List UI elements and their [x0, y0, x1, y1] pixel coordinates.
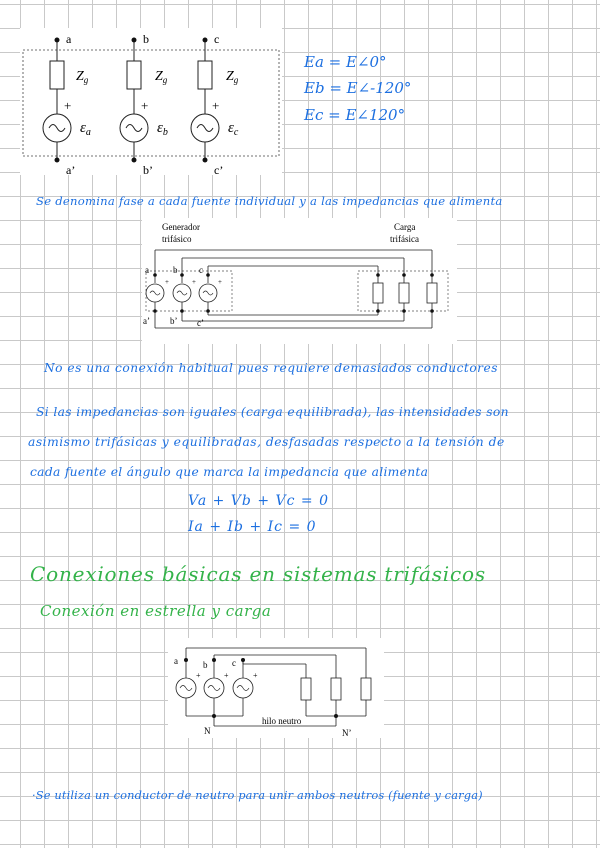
- terminal-a-prime: a’: [66, 163, 76, 175]
- section-heading: Conexiones básicas en sistemas trifásicos: [30, 562, 486, 586]
- impedance-label-c: $Z_g$: [226, 69, 239, 85]
- impedance-label-b: $Z_g$: [155, 69, 168, 85]
- figure-three-sources: [20, 28, 282, 175]
- equation-ea: Ea = E∠0°: [304, 53, 387, 71]
- equation-ec: Ec = E∠120°: [304, 106, 406, 124]
- paragraph-line-3: cada fuente el ángulo que marca la impedancia que alimenta: [30, 465, 429, 479]
- terminal-c-prime: c’: [214, 163, 224, 175]
- fig2-terminal-a-prime: a’: [143, 316, 150, 326]
- three-source-circuit-svg: [20, 28, 282, 175]
- star-load-impedances: [301, 678, 371, 716]
- plus-sign-c: +: [212, 98, 220, 113]
- load-label-line1: Carga: [394, 222, 416, 232]
- six-wire-circuit-svg: [142, 218, 457, 344]
- equation-voltage-sum: Va + Vb + Vc = 0: [188, 493, 329, 509]
- source-label-c: $\varepsilon_c$: [228, 120, 239, 138]
- fig2-terminal-b-prime: b’: [170, 316, 178, 326]
- fig2-terminal-a: a: [145, 265, 149, 275]
- load-label-line2: trifásica: [390, 234, 419, 244]
- neutral-generator-label: N: [204, 726, 211, 736]
- neutral-wire-label: hilo neutro: [262, 716, 302, 726]
- terminal-a: a: [66, 32, 72, 46]
- terminal-b-prime: b’: [143, 163, 153, 175]
- paragraph-line-1: Si las impedancias son iguales (carga equilibrada), las intensidades son: [36, 405, 509, 419]
- svg-text:+: +: [224, 671, 229, 680]
- note-neutral-conductor: ·Se utiliza un conductor de neutro para unir ambos neutros (fuente y carga): [32, 788, 483, 802]
- generator-label-line1: Generador: [162, 222, 200, 232]
- generator-label-line2: trifásico: [162, 234, 192, 244]
- source-label-b: $\varepsilon_b$: [157, 120, 168, 138]
- impedance-label-a: $Z_g$: [76, 69, 89, 85]
- generator-sources: [146, 275, 222, 311]
- load-impedances: [373, 275, 437, 311]
- note-not-common: No es una conexión habitual pues requiere demasiados conductores: [44, 361, 498, 375]
- fig3-terminal-a: a: [174, 656, 178, 666]
- figure-star-connection: [168, 638, 384, 738]
- equation-eb: Eb = E∠-120°: [304, 79, 412, 97]
- section-subheading: Conexión en estrella y carga: [40, 602, 272, 620]
- note-phase-definition: Se denomina fase a cada fuente individual y a las impedancias que alimenta: [36, 194, 503, 208]
- fig2-terminal-b: b: [173, 265, 178, 275]
- paragraph-line-2: asimismo trifásicas y equilibradas, desfasadas respecto a la tensión de: [28, 435, 505, 449]
- svg-text:+: +: [218, 278, 222, 286]
- fig3-terminal-b: b: [203, 660, 208, 670]
- plus-sign-b: +: [141, 98, 149, 113]
- terminal-c: c: [214, 32, 220, 46]
- fig2-terminal-c-prime: c’: [197, 318, 204, 328]
- fig3-terminal-c: c: [232, 658, 236, 668]
- fig2-terminal-c: c: [199, 265, 203, 275]
- equation-current-sum: Ia + Ib + Ic = 0: [188, 519, 317, 535]
- plus-sign-a: +: [64, 98, 72, 113]
- svg-text:+: +: [165, 278, 169, 286]
- neutral-load-label: N’: [342, 728, 352, 738]
- star-circuit-svg: [168, 638, 384, 738]
- svg-text:+: +: [253, 671, 258, 680]
- star-generator-sources: [176, 660, 258, 716]
- figure-six-wire-connection: [142, 218, 457, 344]
- source-label-a: $\varepsilon_a$: [80, 120, 91, 138]
- svg-text:+: +: [196, 671, 201, 680]
- terminal-b: b: [143, 32, 149, 46]
- svg-text:+: +: [192, 278, 196, 286]
